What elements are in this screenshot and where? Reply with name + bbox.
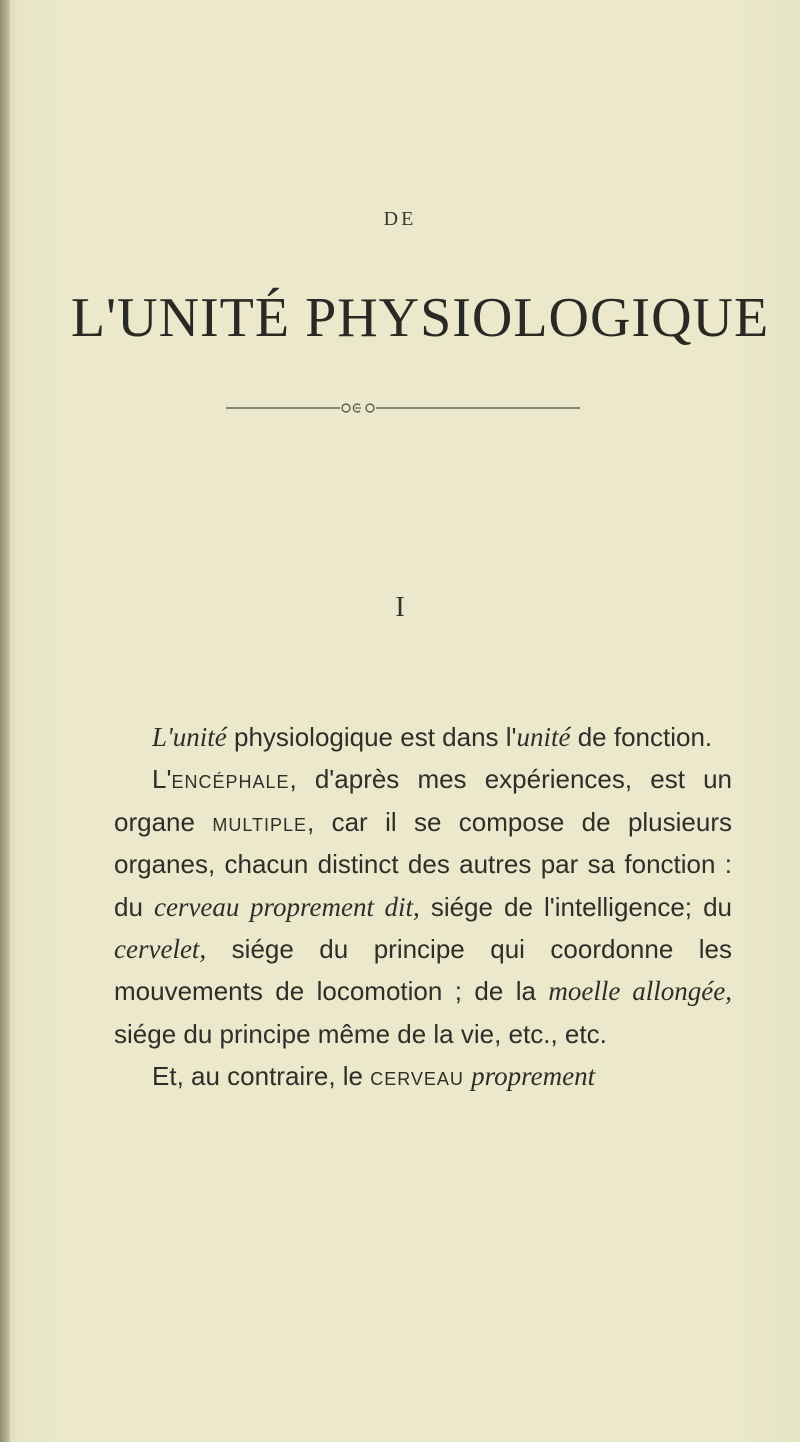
- chapter-numeral: I: [395, 592, 405, 623]
- paragraph: Et, au contraire, le cerveau proprement: [152, 1061, 596, 1092]
- title-preposition: DE: [383, 208, 417, 230]
- body-text: [114, 716, 732, 1098]
- paragraph: L'unité physiologique est dans l'unité de fonction.: [152, 722, 713, 752]
- page-title: L'UNITÉ PHYSIOLOGIQUE: [70, 287, 770, 349]
- paragraph: L'encéphale, d'après mes expériences, est un organe multiple, car il se compose de plusieurs organes, chacun distinct des autres par sa fonction : du cerveau proprement dit, siége de l'intelligence; du cervelet, siége du principe qui coordonne les mouvements de locomotion ; de la moelle allongée, siége du principe même de la vie, etc., etc.: [114, 764, 732, 1049]
- ornamental-divider: [0, 400, 800, 416]
